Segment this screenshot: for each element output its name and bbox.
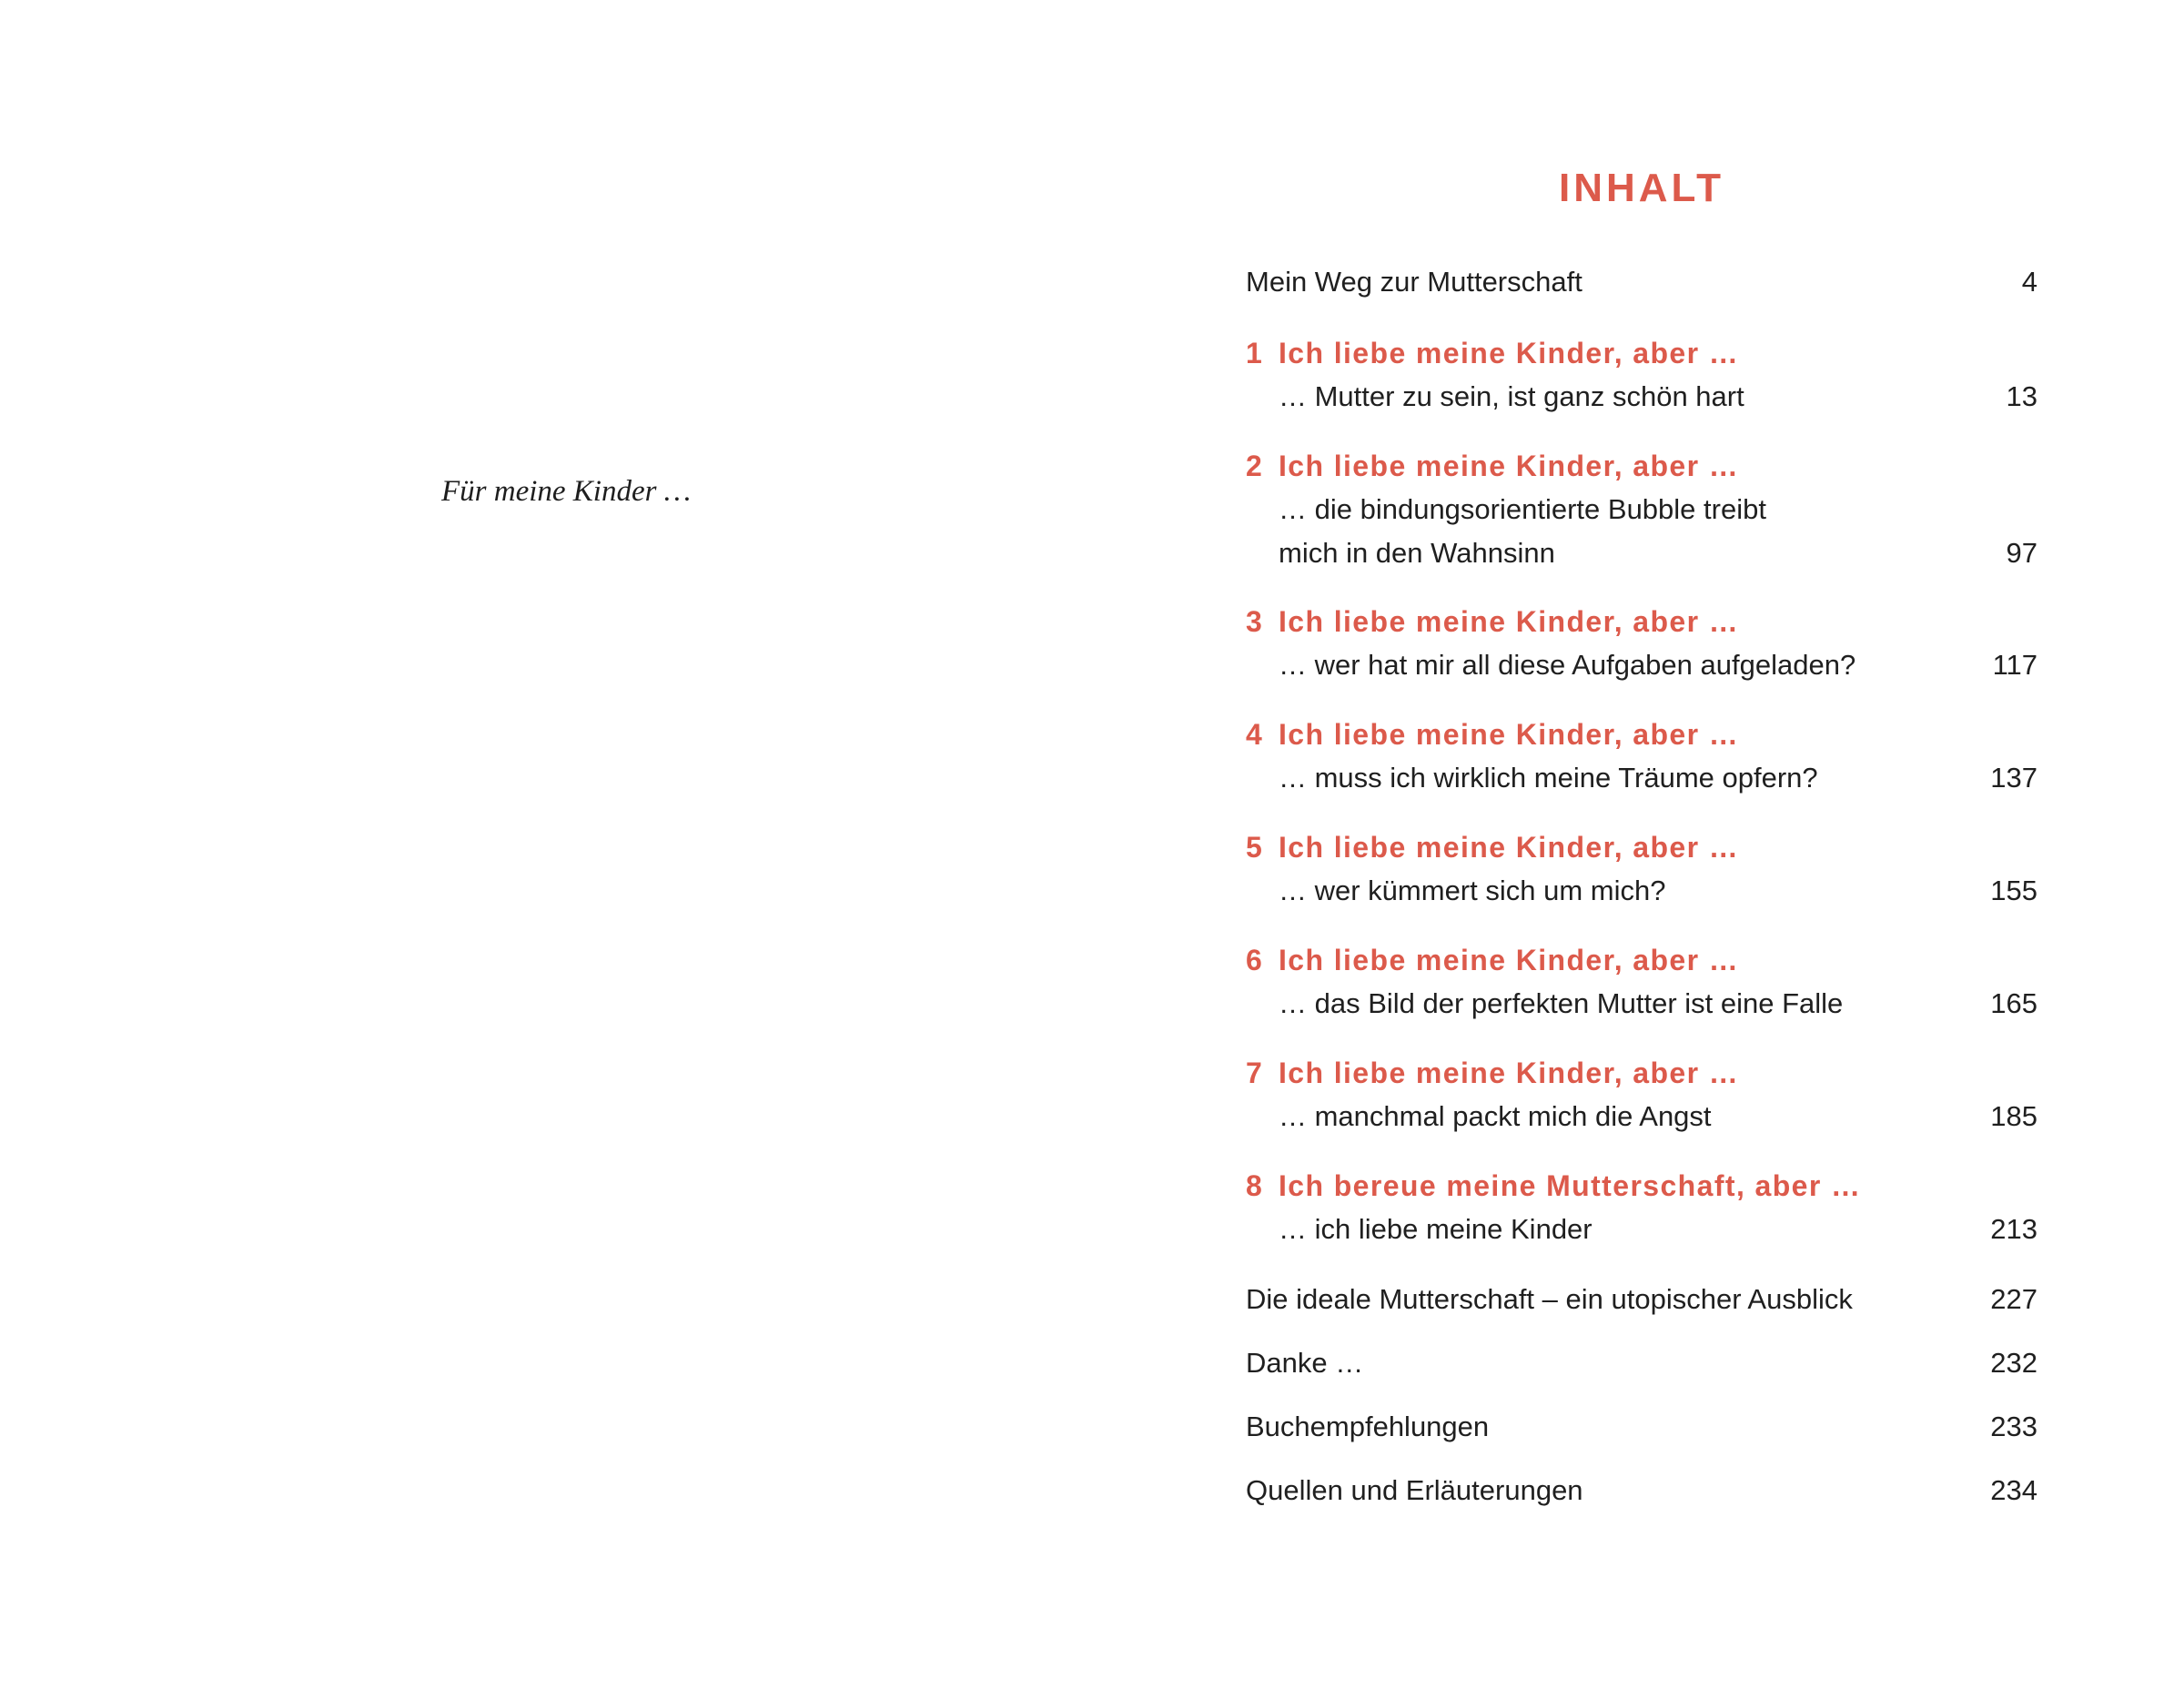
- toc-entry-outlook: [1246, 1283, 2037, 1327]
- chapter-number: 6: [1246, 944, 1264, 976]
- toc-entry-text: Die ideale Mutterschaft – ein utopischer Ausblick: [1246, 1283, 1853, 1315]
- toc-entry-text: Mein Weg zur Mutterschaft: [1246, 266, 1582, 298]
- toc-chapter-8-heading: [1246, 1169, 2037, 1213]
- toc-page-number: 4: [2021, 266, 2037, 298]
- toc-chapter-1-subtitle: [1246, 380, 2037, 424]
- toc-page-number: 97: [2006, 537, 2037, 569]
- chapter-subtitle: … das Bild der perfekten Mutter ist eine Falle: [1279, 987, 1844, 1019]
- toc-entry-intro: [1246, 266, 2037, 309]
- toc-chapter-5-heading: [1246, 831, 2037, 875]
- toc-page-number: 13: [2006, 380, 2037, 412]
- toc-chapter-4-subtitle: [1246, 762, 2037, 805]
- chapter-subtitle: … wer kümmert sich um mich?: [1279, 875, 1666, 906]
- toc-entry-text: Quellen und Erläuterungen: [1246, 1474, 1583, 1506]
- toc-page-number: 232: [1990, 1347, 2037, 1379]
- chapter-subtitle: … Mutter zu sein, ist ganz schön hart: [1279, 380, 1744, 412]
- toc-chapter-3-heading: [1246, 605, 2037, 649]
- toc-chapter-6-subtitle: [1246, 987, 2037, 1031]
- chapter-number: 1: [1246, 337, 1264, 369]
- chapter-number: 5: [1246, 831, 1264, 864]
- chapter-title: Ich liebe meine Kinder, aber …: [1279, 605, 1740, 638]
- chapter-number: 7: [1246, 1057, 1264, 1089]
- toc-entry-text: Danke …: [1246, 1347, 1364, 1379]
- chapter-subtitle: … manchmal packt mich die Angst: [1279, 1100, 1712, 1132]
- chapter-title: Ich liebe meine Kinder, aber …: [1279, 450, 1740, 482]
- toc-page-number: 234: [1990, 1474, 2037, 1506]
- toc-page-number: 155: [1990, 875, 2037, 906]
- toc-page-number: 213: [1990, 1213, 2037, 1245]
- chapter-title: Ich liebe meine Kinder, aber …: [1279, 944, 1740, 976]
- toc-chapter-5-subtitle: [1246, 875, 2037, 918]
- toc-entry-book-recommendations: [1246, 1411, 2037, 1454]
- chapter-subtitle: … wer hat mir all diese Aufgaben aufgeladen?: [1279, 649, 1856, 681]
- chapter-subtitle: … ich liebe meine Kinder: [1279, 1213, 1592, 1245]
- toc-page-number: 227: [1990, 1283, 2037, 1315]
- toc-page-number: 185: [1990, 1100, 2037, 1132]
- toc-entry-text: Buchempfehlungen: [1246, 1411, 1490, 1442]
- toc-chapter-7-subtitle: [1246, 1100, 2037, 1144]
- toc-chapter-2-heading: [1246, 450, 2037, 493]
- chapter-number: 8: [1246, 1169, 1264, 1202]
- toc-chapter-4-heading: [1246, 718, 2037, 762]
- toc-page-number: 165: [1990, 987, 2037, 1019]
- toc-chapter-1-heading: [1246, 337, 2037, 380]
- chapter-title: Ich liebe meine Kinder, aber …: [1279, 1057, 1740, 1089]
- chapter-number: 4: [1246, 718, 1264, 751]
- chapter-title: Ich liebe meine Kinder, aber …: [1279, 831, 1740, 864]
- chapter-title: Ich liebe meine Kinder, aber …: [1279, 337, 1740, 369]
- toc-entry-sources: [1246, 1474, 2037, 1518]
- chapter-title: Ich liebe meine Kinder, aber …: [1279, 718, 1740, 751]
- toc-page-number: 233: [1990, 1411, 2037, 1442]
- toc-chapter-6-heading: [1246, 944, 2037, 987]
- toc-page-number: 117: [1992, 649, 2037, 681]
- toc-page-number: 137: [1990, 762, 2037, 794]
- toc-chapter-8-subtitle: [1246, 1213, 2037, 1257]
- chapter-number: 3: [1246, 605, 1264, 638]
- chapter-subtitle: … die bindungsorientierte Bubble treibt: [1279, 493, 1766, 525]
- toc-chapter-2-subtitle-line-1: [1246, 493, 2037, 537]
- dedication-text: Für meine Kinder …: [441, 475, 692, 508]
- chapter-number: 2: [1246, 450, 1264, 482]
- chapter-subtitle: … muss ich wirklich meine Träume opfern?: [1279, 762, 1818, 794]
- chapter-title: Ich bereue meine Mutterschaft, aber …: [1279, 1169, 1862, 1202]
- toc-title: INHALT: [1558, 166, 1725, 210]
- table-of-contents: [1246, 0, 2037, 1699]
- toc-chapter-3-subtitle: [1246, 649, 2037, 693]
- toc-chapter-7-heading: [1246, 1057, 2037, 1100]
- toc-chapter-2-subtitle-line-2: [1246, 537, 2037, 581]
- chapter-subtitle: mich in den Wahnsinn: [1279, 537, 1555, 569]
- toc-entry-thanks: [1246, 1347, 2037, 1391]
